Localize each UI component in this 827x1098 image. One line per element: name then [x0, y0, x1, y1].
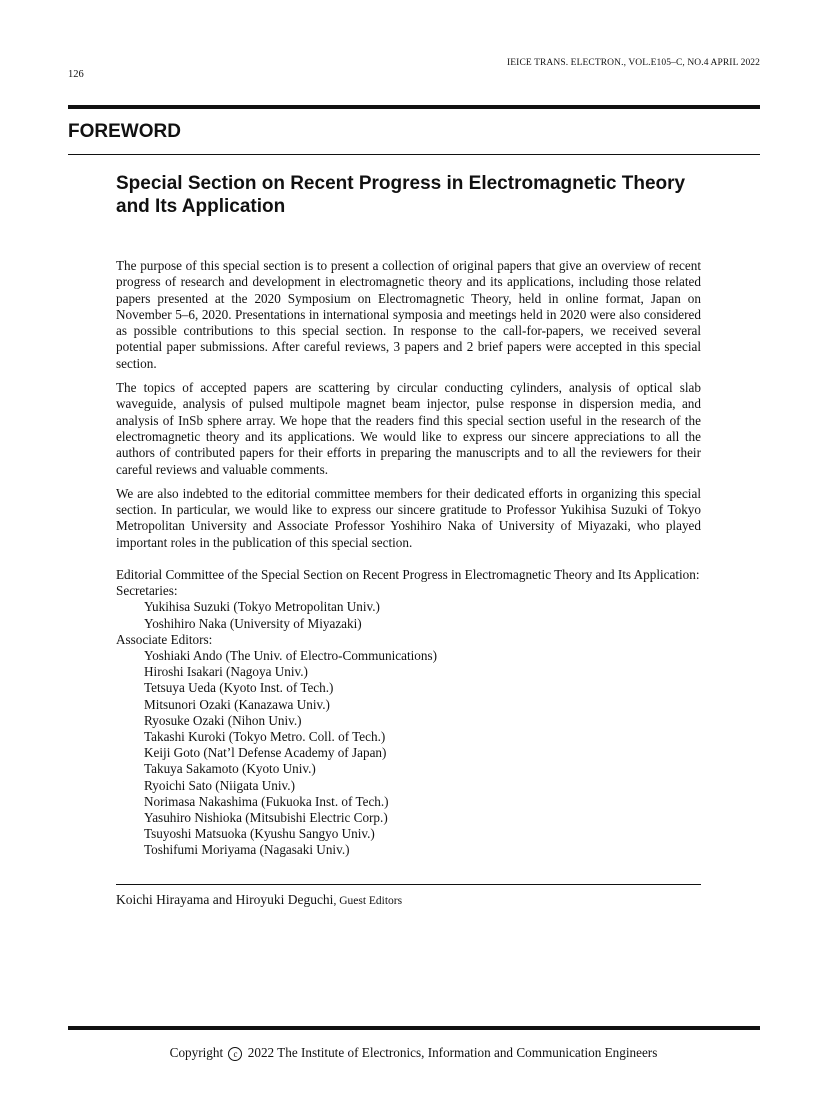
guest-editor-names: Koichi Hirayama and Hiroyuki Deguchi — [116, 892, 334, 907]
associate-editor-name: Ryosuke Ozaki (Nihon Univ.) — [144, 712, 302, 728]
article-title — [116, 172, 716, 218]
copyright-line — [0, 1045, 827, 1061]
signature-rule — [116, 884, 701, 885]
copyright-prefix: Copyright — [169, 1045, 224, 1060]
paragraph-3: We are also indebted to the editorial committee members for their dedicated efforts in organizing this special section. In particular, we would like to express our sincere gratitude to Professor Yukihisa Suzuki of Tokyo Metropolitan University and Associate Professor Yoshihiro Naka of University of Miyazaki, who played important roles in the publication of this special section. — [116, 485, 701, 550]
associate-editor-name: Toshifumi Moriyama (Nagasaki Univ.) — [144, 842, 350, 858]
top-thick-rule — [68, 105, 760, 109]
foreword-body — [116, 258, 701, 559]
associate-editor-name: Keiji Goto (Nat’l Defense Academy of Japan) — [144, 745, 387, 761]
section-label: FOREWORD — [68, 121, 181, 142]
paragraph-1: The purpose of this special section is to present a collection of original papers that give an overview of recent progress of research and development in electromagnetic theory and its applications, including those related papers presented at the 2020 Symposium on Electromagnetic Theory, held in online format, Japan on November 5–6, 2020. Presentations in international symposia and meetings held in 2020 were also considered as possible contributions to this special section. In response to the call-for-papers, we received several potential paper submissions. After careful reviews, 3 papers and 2 brief papers were accepted in this special section. — [116, 258, 701, 371]
paragraph-2: The topics of accepted papers are scattering by circular conducting cylinders, analysis of optical slab waveguide, analysis of pulsed multipole magnet beam injector, pulse response in dispersion media, and analysis of InSb sphere array. We hope that the readers find this special section useful in the research of the electromagnetic theory and its applications. We would like to express our sincere appreciations to all the authors of contributed papers for their efforts in preparing the manuscripts and to all the reviewers for their careful reviews and valuable comments. — [116, 380, 701, 477]
associate-editor-name: Tetsuya Ueda (Kyoto Inst. of Tech.) — [144, 680, 334, 696]
running-head: IEICE TRANS. ELECTRON., VOL.E105–C, NO.4 APRIL 2022 — [507, 58, 760, 68]
guest-editor-role: , Guest Editors — [333, 895, 403, 907]
associate-editor-name: Tsuyoshi Matsuoka (Kyushu Sangyo Univ.) — [144, 826, 375, 842]
top-thin-rule — [68, 154, 760, 155]
title-line-2: and Its Application — [116, 196, 286, 217]
secretary-name: Yoshihiro Naka (University of Miyazaki) — [144, 615, 362, 631]
committee-heading: Editorial Committee of the Special Section on Recent Progress in Electromagnetic Theory and Its Application: — [116, 567, 700, 582]
title-line-1: Special Section on Recent Progress in Electromagnetic Theory — [116, 173, 686, 194]
copyright-icon: c — [228, 1047, 242, 1061]
editorial-committee — [116, 567, 706, 859]
associate-editor-name: Yasuhiro Nishioka (Mitsubishi Electric Corp.) — [144, 810, 388, 826]
associate-editor-name: Yoshiaki Ando (The Univ. of Electro-Communications) — [144, 648, 438, 664]
secretary-name: Yukihisa Suzuki (Tokyo Metropolitan Univ.) — [144, 599, 380, 615]
associate-editor-name: Ryoichi Sato (Niigata Univ.) — [144, 777, 295, 793]
associate-editor-name: Takashi Kuroki (Tokyo Metro. Coll. of Tech.) — [144, 729, 386, 745]
secretaries-label: Secretaries: — [116, 583, 178, 599]
guest-editors-signature — [116, 892, 402, 908]
associate-editors-label: Associate Editors: — [116, 631, 213, 647]
copyright-text: 2022 The Institute of Electronics, Information and Communication Engineers — [247, 1045, 658, 1060]
associate-editor-name: Takuya Sakamoto (Kyoto Univ.) — [144, 761, 316, 777]
page-number: 126 — [68, 69, 84, 80]
associate-editor-name: Norimasa Nakashima (Fukuoka Inst. of Tech.) — [144, 793, 389, 809]
associate-editor-name: Mitsunori Ozaki (Kanazawa Univ.) — [144, 696, 330, 712]
bottom-thick-rule — [68, 1026, 760, 1030]
associate-editor-name: Hiroshi Isakari (Nagoya Univ.) — [144, 664, 308, 680]
